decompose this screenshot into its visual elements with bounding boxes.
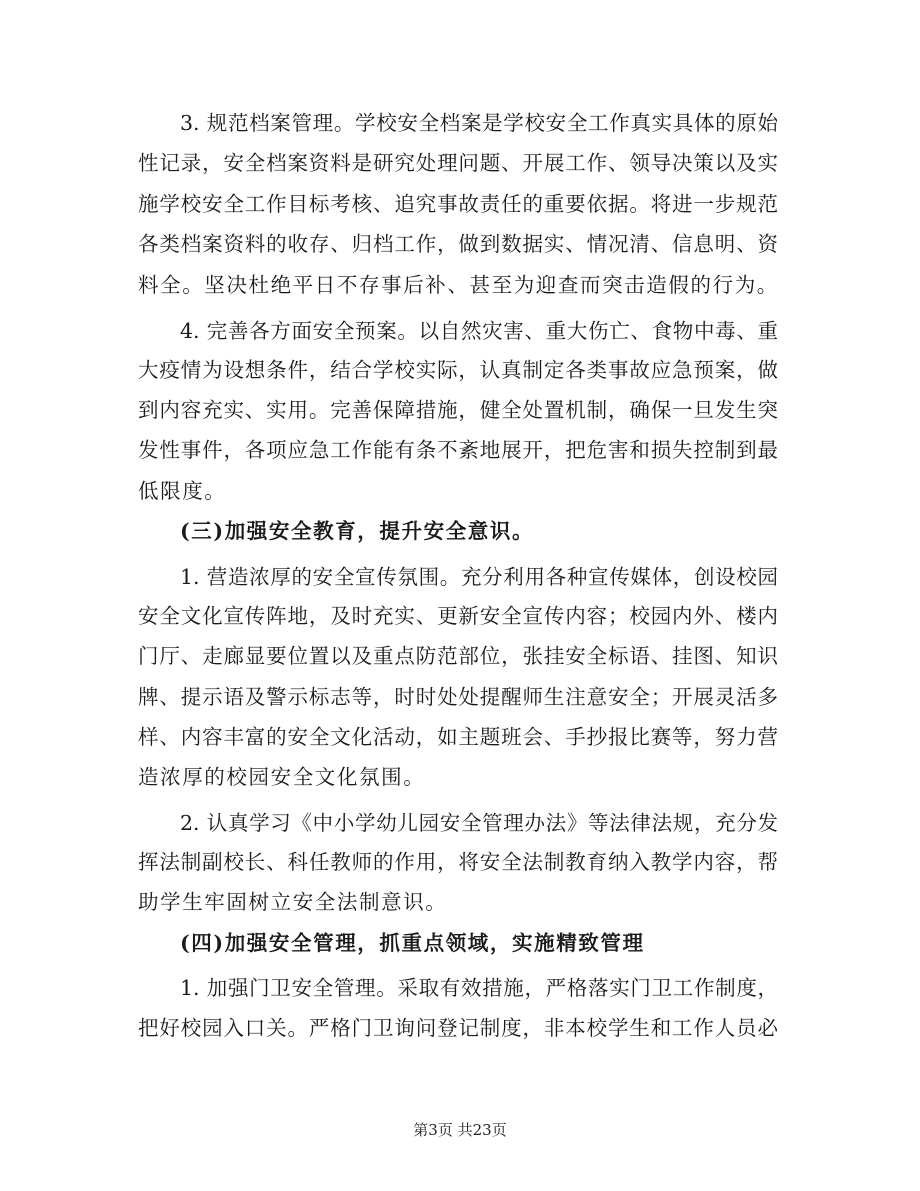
paragraph-line: 2. 认真学习《中小学幼儿园安全管理办法》等法律法规，充分发 (180, 811, 778, 835)
paragraph-line: 门厅、走廊显要位置以及重点防范部位，张挂安全标语、挂图、知识 (138, 644, 778, 668)
paragraph-line: 到内容充实、实用。完善保障措施，健全处置机制，确保一旦发生突 (138, 398, 778, 422)
paragraph-line: 大疫情为设想条件，结合学校实际，认真制定各类事故应急预案，做 (138, 358, 778, 382)
paragraph-line: 把好校园入口关。严格门卫询问登记制度，非本校学生和工作人员必 (138, 1016, 778, 1040)
paragraph-line: 性记录，安全档案资料是研究处理问题、开展工作、领导决策以及实 (138, 151, 778, 175)
paragraph-line: 1. 营造浓厚的安全宣传氛围。充分利用各种宣传媒体，创设校园 (180, 565, 778, 589)
paragraph-line: 4. 完善各方面安全预案。以自然灾害、重大伤亡、食物中毒、重 (180, 319, 778, 343)
paragraph-line: 发性事件，各项应急工作能有条不紊地展开，把危害和损失控制到最 (138, 438, 778, 462)
section-heading: (四)加强安全管理，抓重点领域，实施精致管理 (180, 931, 645, 955)
paragraph-line: 安全文化宣传阵地，及时充实、更新安全宣传内容；校园内外、楼内 (138, 604, 778, 628)
paragraph-line: 各类档案资料的收存、归档工作，做到数据实、情况清、信息明、资 (138, 232, 778, 256)
paragraph-line: 施学校安全工作目标考核、追究事故责任的重要依据。将进一步规范 (138, 192, 778, 216)
section-heading: (三)加强安全教育，提升安全意识。 (180, 519, 535, 543)
paragraph-line: 助学生牢固树立安全法制意识。 (138, 890, 448, 914)
paragraph-line: 挥法制副校长、科任教师的作用，将安全法制教育纳入教学内容，帮 (138, 850, 778, 874)
paragraph-line: 1. 加强门卫安全管理。采取有效措施，严格落实门卫工作制度， (180, 976, 778, 1000)
paragraph-line: 料全。坚决杜绝平日不存事后补、甚至为迎查而突击造假的行为。 (138, 273, 779, 297)
paragraph-line: 造浓厚的校园安全文化氛围。 (138, 765, 426, 789)
page-number-footer: 第3页 共23页 (413, 1121, 507, 1139)
paragraph-line: 低限度。 (138, 479, 227, 503)
paragraph-line: 样、内容丰富的安全文化活动，如主题班会、手抄报比赛等，努力营 (138, 725, 778, 749)
paragraph-line: 3. 规范档案管理。学校安全档案是学校安全工作真实具体的原始 (180, 111, 778, 135)
paragraph-line: 牌、提示语及警示标志等，时时处处提醒师生注意安全；开展灵活多 (138, 685, 778, 709)
